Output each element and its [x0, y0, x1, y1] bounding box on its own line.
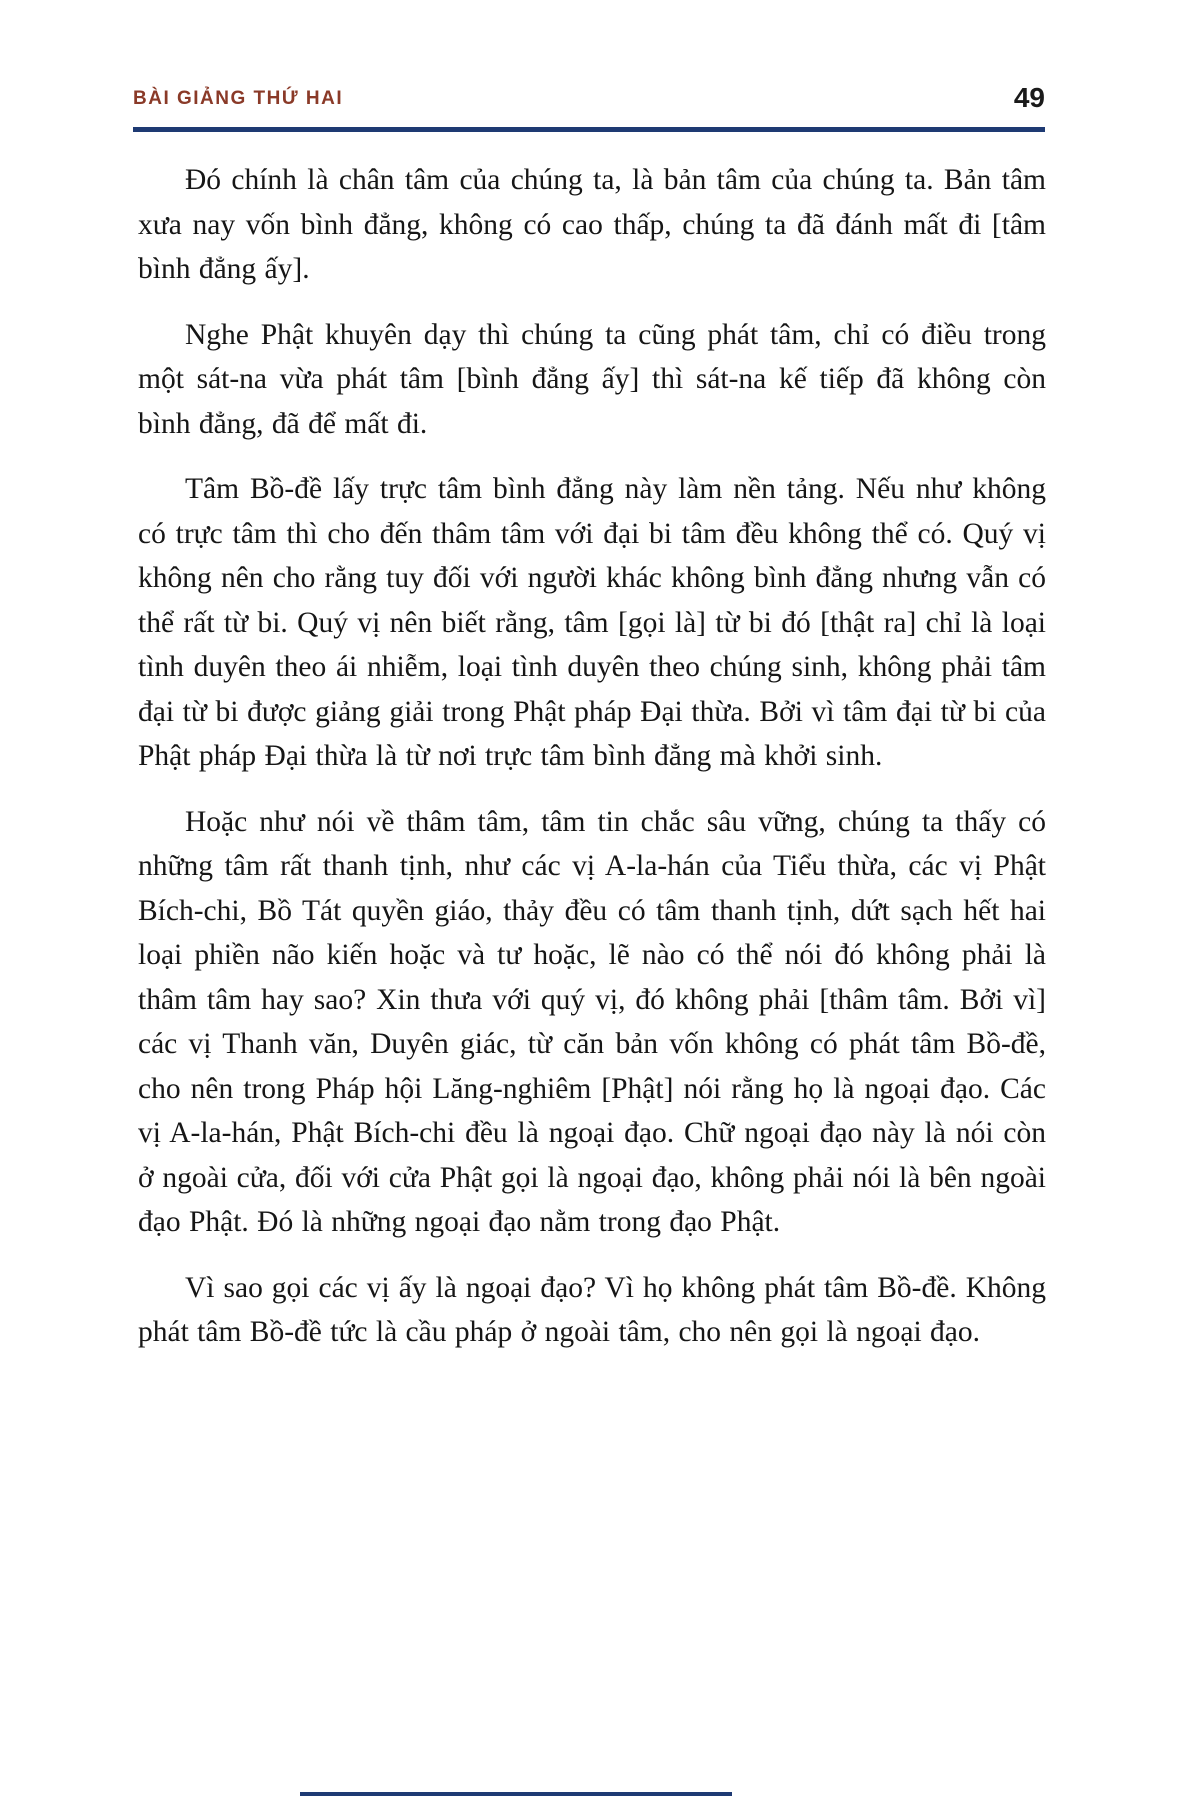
body-text	[138, 158, 1046, 1376]
paragraph: Hoặc như nói về thâm tâm, tâm tin chắc sâu vững, chúng ta thấy có những tâm rất thanh tịnh, như các vị A-la-hán của Tiểu thừa, các vị Phật Bích-chi, Bồ Tát quyền giáo, thảy đều có tâm thanh tịnh, dứt sạch hết hai loại phiền não kiến hoặc và tư hoặc, lẽ nào có thể nói đó không phải là thâm tâm hay sao? Xin thưa với quý vị, đó không phải [thâm tâm. Bởi vì] các vị Thanh văn, Duyên giác, từ căn bản vốn không có phát tâm Bồ-đề, cho nên trong Pháp hội Lăng-nghiêm [Phật] nói rằng họ là ngoại đạo. Các vị A-la-hán, Phật Bích-chi đều là ngoại đạo. Chữ ngoại đạo này là nói còn ở ngoài cửa, đối với cửa Phật gọi là ngoại đạo, không phải nói là bên ngoài đạo Phật. Đó là những ngoại đạo nằm trong đạo Phật.	[138, 805, 1046, 1238]
footer-rule	[300, 1792, 732, 1796]
page-header	[133, 82, 1045, 116]
paragraph: Vì sao gọi các vị ấy là ngoại đạo? Vì họ không phát tâm Bồ-đề. Không phát tâm Bồ-đề tức là cầu pháp ở ngoài tâm, cho nên gọi là ngoại đạo.	[138, 1271, 1046, 1348]
paragraph: Nghe Phật khuyên dạy thì chúng ta cũng phát tâm, chỉ có điều trong một sát-na vừa phát tâm [bình đẳng ấy] thì sát-na kế tiếp đã không còn bình đẳng, đã để mất đi.	[138, 318, 1046, 440]
paragraph: Tâm Bồ-đề lấy trực tâm bình đẳng này làm nền tảng. Nếu như không có trực tâm thì cho đến thâm tâm với đại bi tâm đều không thể có. Quý vị không nên cho rằng tuy đối với người khác không bình đẳng nhưng vẫn có thể rất từ bi. Quý vị nên biết rằng, tâm [gọi là] từ bi đó [thật ra] chỉ là loại tình duyên theo ái nhiễm, loại tình duyên theo chúng sinh, không phải tâm đại từ bi được giảng giải trong Phật pháp Đại thừa. Bởi vì tâm đại từ bi của Phật pháp Đại thừa là từ nơi trực tâm bình đẳng mà khởi sinh.	[138, 473, 1046, 772]
running-title: BÀI GIẢNG THỨ HAI	[133, 88, 344, 109]
page-number: 49	[1013, 82, 1045, 113]
paragraph: Đó chính là chân tâm của chúng ta, là bản tâm của chúng ta. Bản tâm xưa nay vốn bình đẳng, không có cao thấp, chúng ta đã đánh mất đi [tâm bình đẳng ấy].	[138, 164, 1046, 285]
header-rule	[133, 127, 1045, 132]
